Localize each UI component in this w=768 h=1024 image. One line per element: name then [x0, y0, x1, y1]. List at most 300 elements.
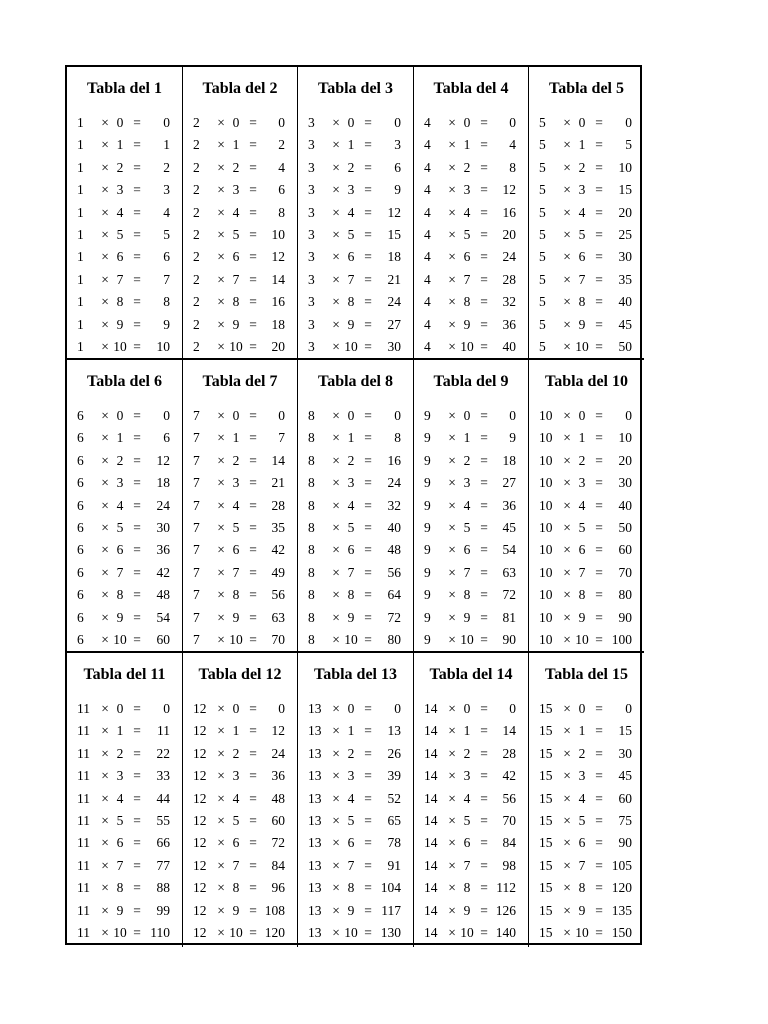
table-row [529, 832, 644, 854]
product: 150 [611, 924, 632, 940]
times-sign: × [563, 790, 571, 806]
multiplicand: 1 [77, 137, 84, 153]
times-sign: × [563, 159, 571, 175]
equals-sign: = [249, 701, 257, 716]
table-row [529, 472, 644, 494]
table-row [183, 495, 297, 517]
equals-sign: = [480, 408, 488, 423]
equals-sign: = [480, 204, 488, 220]
equals-sign: = [133, 226, 141, 242]
table-row [67, 832, 182, 854]
times-sign: × [217, 902, 225, 918]
times-sign: × [448, 159, 456, 175]
times-sign: × [332, 631, 340, 647]
times-sign: × [217, 452, 225, 468]
product: 14 [271, 271, 285, 287]
equals-sign: = [133, 115, 141, 130]
times-sign: × [101, 408, 109, 423]
multiplier: 7 [463, 564, 471, 580]
table-row [67, 336, 182, 358]
times-sign: × [332, 338, 340, 354]
product: 14 [502, 723, 516, 739]
multiplier: 5 [463, 226, 471, 242]
multiplier: 3 [232, 768, 240, 784]
equals-sign: = [133, 338, 141, 354]
times-sign: × [563, 408, 571, 423]
multiplier: 10 [344, 338, 358, 354]
table-row [529, 922, 644, 944]
equals-sign: = [364, 924, 372, 940]
multiplier: 1 [347, 137, 355, 153]
multiplicand: 10 [539, 587, 553, 603]
product: 91 [387, 857, 401, 873]
times-sign: × [563, 338, 571, 354]
times-sign: × [332, 204, 340, 220]
multiplicand: 2 [193, 294, 200, 310]
table-row [183, 788, 297, 810]
multiplicand: 14 [424, 723, 438, 739]
product: 2 [278, 137, 285, 153]
table-title: Tabla del 10 [545, 373, 628, 390]
table-row [298, 291, 413, 313]
equals-sign: = [480, 723, 488, 739]
multiplier: 10 [575, 924, 589, 940]
table-title: Tabla del 3 [318, 80, 393, 97]
table-title: Tabla del 6 [87, 373, 162, 390]
table-row [67, 202, 182, 224]
product: 135 [611, 902, 632, 918]
table-row [67, 134, 182, 156]
table-row [67, 698, 182, 720]
times-sign: × [332, 452, 340, 468]
times-sign: × [217, 115, 225, 130]
table-row [67, 517, 182, 539]
multiplier: 7 [232, 857, 240, 873]
table-row [183, 743, 297, 765]
table-row [414, 495, 528, 517]
product: 36 [156, 542, 170, 558]
multiplicand: 11 [77, 857, 90, 873]
times-sign: × [332, 519, 340, 535]
multiplicand: 8 [308, 497, 315, 513]
product: 100 [611, 631, 632, 647]
times-sign: × [332, 835, 340, 851]
multiplier: 4 [578, 790, 586, 806]
product: 18 [502, 452, 516, 468]
table-row [298, 224, 413, 246]
product: 10 [156, 338, 170, 354]
multiplicand: 6 [77, 430, 84, 446]
multiplier: 4 [232, 497, 240, 513]
multiplicand: 11 [77, 835, 90, 851]
equals-sign: = [133, 475, 141, 491]
equals-sign: = [480, 924, 488, 940]
multiplier: 9 [578, 902, 586, 918]
equals-sign: = [133, 204, 141, 220]
product: 48 [156, 587, 170, 603]
multiplicand: 15 [539, 902, 553, 918]
product: 25 [618, 226, 632, 242]
multiplicand: 8 [308, 564, 315, 580]
equals-sign: = [364, 587, 372, 603]
table-row [67, 743, 182, 765]
product: 60 [618, 790, 632, 806]
times-sign: × [448, 701, 456, 716]
product: 84 [271, 857, 285, 873]
multiplier: 8 [116, 587, 124, 603]
times-sign: × [217, 497, 225, 513]
multiplier: 5 [578, 812, 586, 828]
times-sign: × [332, 249, 340, 265]
times-sign: × [217, 587, 225, 603]
equals-sign: = [480, 182, 488, 198]
table-row [414, 450, 528, 472]
multiplicand: 12 [193, 880, 207, 896]
table-row [67, 584, 182, 606]
times-sign: × [563, 609, 571, 625]
product: 110 [150, 924, 170, 940]
table-row [67, 900, 182, 922]
table-row [414, 472, 528, 494]
equals-sign: = [133, 790, 141, 806]
times-sign: × [563, 542, 571, 558]
multiplication-table [414, 653, 529, 947]
equals-sign: = [133, 497, 141, 513]
equals-sign: = [133, 542, 141, 558]
multiplier: 5 [347, 812, 355, 828]
multiplicand: 9 [424, 497, 431, 513]
times-sign: × [563, 924, 571, 940]
product: 80 [387, 631, 401, 647]
multiplicand: 15 [539, 790, 553, 806]
table-row [414, 584, 528, 606]
product: 140 [495, 924, 516, 940]
table-row [183, 517, 297, 539]
table-row [298, 336, 413, 358]
multiplicand: 4 [424, 182, 431, 198]
multiplier: 2 [347, 452, 355, 468]
multiplier: 0 [463, 701, 471, 716]
multiplier: 5 [347, 226, 355, 242]
multiplicand: 14 [424, 924, 438, 940]
table-row [414, 720, 528, 742]
equals-sign: = [249, 408, 257, 423]
table-row [183, 810, 297, 832]
multiplicand: 7 [193, 631, 200, 647]
equals-sign: = [133, 768, 141, 784]
multiplicand: 11 [77, 745, 90, 761]
product: 14 [271, 452, 285, 468]
table-row [183, 584, 297, 606]
multiplier: 6 [232, 542, 240, 558]
equals-sign: = [249, 137, 257, 153]
product: 0 [509, 408, 516, 423]
table-title: Tabla del 13 [314, 666, 397, 683]
table-row [183, 855, 297, 877]
table-rows [183, 405, 297, 651]
product: 0 [625, 701, 632, 716]
times-sign: × [448, 519, 456, 535]
times-sign: × [563, 182, 571, 198]
equals-sign: = [249, 835, 257, 851]
product: 117 [381, 902, 401, 918]
multiplier: 6 [463, 249, 471, 265]
product: 0 [625, 408, 632, 423]
times-sign: × [563, 475, 571, 491]
multiplier: 0 [578, 701, 586, 716]
product: 0 [509, 115, 516, 130]
times-sign: × [217, 790, 225, 806]
equals-sign: = [595, 452, 603, 468]
multiplicand: 8 [308, 475, 315, 491]
table-title: Tabla del 4 [433, 80, 509, 97]
multiplier: 10 [460, 338, 474, 354]
product: 8 [278, 204, 285, 220]
times-sign: × [563, 294, 571, 310]
multiplicand: 5 [539, 226, 546, 242]
product: 3 [163, 182, 170, 198]
table-row [529, 450, 644, 472]
multiplicand: 13 [308, 902, 322, 918]
product: 66 [156, 835, 170, 851]
product: 0 [394, 115, 401, 130]
multiplicand: 6 [77, 497, 84, 513]
table-row [183, 607, 297, 629]
table-row [414, 517, 528, 539]
multiplicand: 13 [308, 701, 322, 716]
multiplicand: 1 [77, 271, 84, 287]
multiplicand: 10 [539, 631, 553, 647]
multiplier: 3 [116, 182, 124, 198]
multiplicand: 2 [193, 338, 200, 354]
table-title: Tabla del 2 [202, 80, 278, 97]
times-sign: × [332, 294, 340, 310]
multiplicand: 1 [77, 249, 84, 265]
multiplier: 1 [578, 723, 586, 739]
times-sign: × [332, 790, 340, 806]
multiplication-table [414, 67, 529, 360]
equals-sign: = [133, 812, 141, 828]
equals-sign: = [249, 204, 257, 220]
product: 10 [618, 430, 632, 446]
equals-sign: = [249, 587, 257, 603]
table-row [414, 336, 528, 358]
multiplicand: 5 [539, 159, 546, 175]
equals-sign: = [480, 137, 488, 153]
equals-sign: = [133, 880, 141, 896]
multiplicand: 15 [539, 812, 553, 828]
multiplicand: 5 [539, 294, 546, 310]
product: 130 [380, 924, 401, 940]
times-sign: × [217, 137, 225, 153]
product: 27 [502, 475, 516, 491]
table-row [298, 157, 413, 179]
times-sign: × [101, 182, 109, 198]
equals-sign: = [364, 271, 372, 287]
equals-sign: = [480, 790, 488, 806]
multiplier: 1 [463, 430, 471, 446]
times-sign: × [448, 475, 456, 491]
multiplicand: 3 [308, 294, 315, 310]
multiplicand: 1 [77, 226, 84, 242]
table-row [67, 450, 182, 472]
equals-sign: = [595, 316, 603, 332]
multiplicand: 8 [308, 452, 315, 468]
times-sign: × [217, 271, 225, 287]
equals-sign: = [249, 475, 257, 491]
product: 5 [163, 226, 170, 242]
multiplicand: 1 [77, 204, 84, 220]
product: 15 [618, 723, 632, 739]
multiplicand: 7 [193, 430, 200, 446]
product: 15 [387, 226, 401, 242]
multiplier: 7 [347, 564, 355, 580]
equals-sign: = [595, 902, 603, 918]
equals-sign: = [249, 542, 257, 558]
table-rows [414, 405, 528, 651]
multiplier: 4 [347, 790, 355, 806]
product: 1 [163, 137, 170, 153]
multiplier: 7 [463, 271, 471, 287]
table-title: Tabla del 11 [83, 666, 166, 683]
equals-sign: = [480, 857, 488, 873]
multiplication-table [183, 67, 298, 360]
table-row [414, 112, 528, 134]
table-row [183, 134, 297, 156]
multiplier: 7 [463, 857, 471, 873]
table-row [529, 810, 644, 832]
table-row [183, 472, 297, 494]
times-sign: × [217, 609, 225, 625]
product: 13 [387, 723, 401, 739]
equals-sign: = [249, 182, 257, 198]
equals-sign: = [249, 857, 257, 873]
times-sign: × [448, 316, 456, 332]
table-row [183, 877, 297, 899]
product: 30 [156, 519, 170, 535]
table-row [183, 269, 297, 291]
equals-sign: = [364, 564, 372, 580]
product: 112 [496, 880, 516, 896]
times-sign: × [448, 452, 456, 468]
multiplicand: 13 [308, 723, 322, 739]
multiplicand: 13 [308, 835, 322, 851]
multiplicand: 9 [424, 631, 431, 647]
table-row [414, 405, 528, 427]
multiplicand: 15 [539, 701, 553, 716]
product: 12 [502, 182, 516, 198]
multiplier: 10 [113, 924, 127, 940]
equals-sign: = [133, 316, 141, 332]
table-row [298, 788, 413, 810]
multiplicand: 12 [193, 812, 207, 828]
equals-sign: = [364, 745, 372, 761]
product: 24 [156, 497, 170, 513]
multiplicand: 6 [77, 519, 84, 535]
table-row [529, 269, 644, 291]
equals-sign: = [249, 745, 257, 761]
table-row [183, 450, 297, 472]
times-sign: × [217, 880, 225, 896]
multiplier: 4 [578, 497, 586, 513]
multiplier: 0 [463, 115, 471, 130]
table-title: Tabla del 15 [545, 666, 628, 683]
multiplier: 4 [463, 497, 471, 513]
product: 24 [387, 475, 401, 491]
equals-sign: = [133, 452, 141, 468]
equals-sign: = [595, 408, 603, 423]
times-sign: × [563, 902, 571, 918]
table-row [67, 855, 182, 877]
times-sign: × [101, 631, 109, 647]
multiplier: 2 [463, 159, 471, 175]
equals-sign: = [364, 159, 372, 175]
equals-sign: = [133, 294, 141, 310]
equals-sign: = [595, 182, 603, 198]
multiplier: 4 [347, 497, 355, 513]
times-sign: × [332, 768, 340, 784]
times-sign: × [217, 249, 225, 265]
equals-sign: = [480, 812, 488, 828]
table-row [67, 539, 182, 561]
table-row [183, 900, 297, 922]
table-row [529, 562, 644, 584]
equals-sign: = [480, 226, 488, 242]
times-sign: × [332, 430, 340, 446]
multiplier: 5 [116, 226, 124, 242]
product: 120 [611, 880, 632, 896]
multiplicand: 13 [308, 768, 322, 784]
multiplier: 10 [229, 338, 243, 354]
product: 75 [618, 812, 632, 828]
multiplicand: 9 [424, 452, 431, 468]
multiplier: 5 [232, 226, 240, 242]
times-sign: × [332, 497, 340, 513]
product: 45 [618, 316, 632, 332]
multiplier: 4 [116, 204, 124, 220]
equals-sign: = [595, 226, 603, 242]
table-row [414, 877, 528, 899]
multiplier: 2 [347, 745, 355, 761]
multiplier: 1 [347, 723, 355, 739]
times-sign: × [101, 768, 109, 784]
equals-sign: = [480, 609, 488, 625]
equals-sign: = [249, 294, 257, 310]
table-row [67, 291, 182, 313]
equals-sign: = [133, 835, 141, 851]
multiplier: 0 [463, 408, 471, 423]
multiplicand: 3 [308, 115, 315, 130]
table-row [183, 224, 297, 246]
product: 70 [271, 631, 285, 647]
table-row [298, 584, 413, 606]
equals-sign: = [480, 271, 488, 287]
multiplicand: 14 [424, 835, 438, 851]
times-sign: × [332, 271, 340, 287]
equals-sign: = [480, 880, 488, 896]
table-row [67, 427, 182, 449]
table-row [414, 629, 528, 651]
times-sign: × [448, 204, 456, 220]
times-sign: × [448, 835, 456, 851]
times-sign: × [448, 497, 456, 513]
multiplication-table [529, 67, 644, 360]
multiplicand: 3 [308, 137, 315, 153]
multiplier: 9 [116, 316, 124, 332]
multiplicand: 10 [539, 408, 553, 423]
multiplicand: 7 [193, 587, 200, 603]
table-row [414, 202, 528, 224]
